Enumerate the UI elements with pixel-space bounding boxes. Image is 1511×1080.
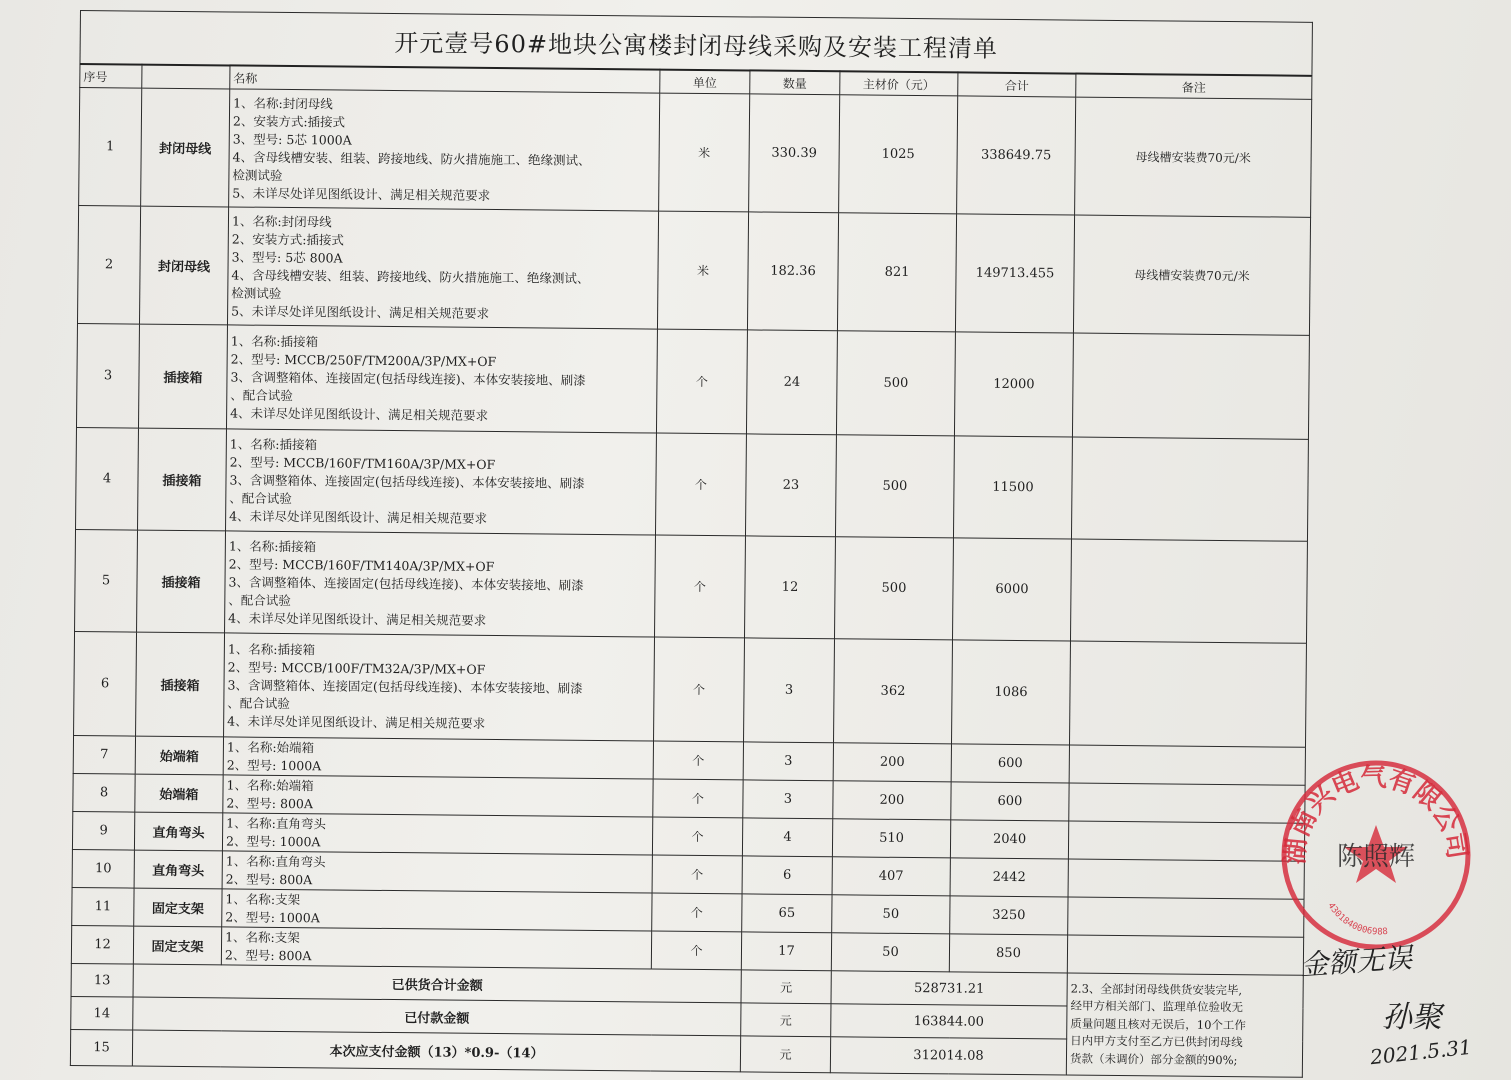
seal-signature: 陈照辉: [1336, 842, 1416, 872]
description-line: 3、型号: 5芯 800A: [231, 248, 343, 266]
row-seq: 7: [73, 735, 135, 774]
row-item-name: 始端箱: [135, 736, 223, 775]
row-quantity: 17: [741, 932, 831, 971]
description-line: 2、安装方式:插接式: [231, 230, 345, 248]
summary-amount: 163844.00: [831, 1004, 1067, 1039]
description-line: 4、未详尽处详见图纸设计、满足相关规范要求: [228, 609, 487, 628]
item-rows: [71, 88, 1311, 976]
description-line: 、配合试验: [227, 694, 290, 711]
description-line: 、配合试验: [229, 489, 292, 506]
header-remark: 备注: [1076, 74, 1312, 100]
description-line: 1、名称:插接箱: [229, 435, 318, 452]
row-unit-price: 362: [834, 639, 953, 744]
description-line: 1、名称:始端箱: [226, 776, 314, 793]
row-item-name: 固定支架: [133, 926, 221, 965]
row-seq: 10: [72, 849, 134, 888]
summary-remark-line: 经甲方相关部门、监理单位验收无: [1070, 998, 1244, 1015]
row-description: [229, 89, 660, 211]
row-unit: 个: [652, 855, 742, 894]
row-unit-price: 1025: [839, 95, 958, 214]
row-remark: [1067, 935, 1303, 975]
row-description: [221, 927, 651, 969]
row-item-name: 封闭母线: [141, 88, 230, 207]
row-description: [226, 325, 657, 433]
row-description: [222, 889, 652, 931]
row-unit-price: 407: [832, 857, 950, 896]
row-remark: [1071, 437, 1308, 541]
row-item-name: 直角弯头: [134, 812, 222, 851]
seal-code-text: 4301840006988: [1325, 901, 1389, 938]
row-seq: 4: [76, 427, 139, 530]
description-line: 3、型号: 5芯 1000A: [232, 130, 352, 148]
row-description: [224, 633, 655, 741]
summary-remark-line: 质量问题且核对无误后，10个工作: [1070, 1016, 1247, 1032]
row-remark: [1069, 783, 1305, 823]
summary-label: 已供货合计金额: [133, 964, 741, 1003]
summary-amount: 528731.21: [831, 971, 1067, 1006]
row-total: 1086: [951, 640, 1070, 745]
row-description: [222, 851, 652, 893]
row-remark: [1068, 859, 1304, 899]
description-line: 4、含母线槽安装、组装、跨接地线、防火措施施工、绝缘测试、: [232, 148, 591, 168]
row-unit-price: 821: [837, 213, 956, 332]
description-line: 1、名称:始端箱: [226, 738, 315, 755]
row-total: 850: [949, 934, 1067, 973]
description-line: 2、型号: 1000A: [226, 756, 322, 773]
row-remark: [1068, 821, 1304, 861]
row-item-name: 固定支架: [134, 888, 222, 927]
description-line: 1、名称:插接箱: [228, 537, 317, 554]
header-item: [142, 65, 230, 89]
row-description: [225, 531, 656, 637]
table-row: [76, 427, 1309, 541]
row-total: 2442: [950, 858, 1068, 897]
summary-seq: 15: [70, 1029, 132, 1066]
description-line: 5、未详尽处详见图纸设计、满足相关规范要求: [231, 302, 490, 321]
description-line: 3、含调整箱体、连接固定(包括母线连接)、本体安装接地、刷漆: [227, 676, 583, 696]
description-line: 2、型号: MCCB/160F/TM140A/3P/MX+OF: [228, 555, 495, 574]
description-line: 、配合试验: [230, 386, 293, 403]
row-remark: [1069, 641, 1306, 747]
row-total: 149713.455: [955, 214, 1074, 333]
row-unit-price: 500: [836, 331, 955, 436]
summary-remark-line: 货款（未调价）部分金额的90%;: [1069, 1051, 1238, 1067]
summary-remark-line: 2.3、全部封闭母线供货安装完毕,: [1070, 981, 1243, 997]
table-row: [75, 529, 1308, 643]
row-remark: 母线槽安装费70元/米: [1075, 97, 1312, 217]
summary-remark-line: 日内甲方支付至乙方已供封闭母线: [1070, 1033, 1243, 1050]
row-quantity: 12: [745, 536, 836, 639]
summary-label: 本次应支付金额（13）*0.9-（14）: [132, 1030, 740, 1072]
row-unit: 米: [659, 93, 750, 212]
row-item-name: 封闭母线: [139, 206, 228, 325]
description-line: 2、型号: 800A: [224, 946, 312, 963]
row-item-name: 始端箱: [135, 774, 223, 813]
row-seq: 3: [76, 323, 139, 428]
header-qty: 数量: [750, 70, 840, 94]
row-quantity: 182.36: [747, 212, 838, 331]
page-title: 开元壹号60#地块公寓楼封闭母线采购及安装工程清单: [80, 11, 1312, 76]
description-line: 3、含调整箱体、连接固定(包括母线连接)、本体安装接地、刷漆: [230, 368, 586, 388]
summary-unit: 元: [740, 1036, 830, 1073]
description-line: 2、型号: MCCB/160F/TM160A/3P/MX+OF: [229, 453, 496, 472]
description-line: 1、名称:直角弯头: [226, 814, 326, 831]
description-line: 检测试验: [231, 284, 282, 301]
summary-amount: 312014.08: [830, 1037, 1066, 1075]
summary-seq: 13: [71, 963, 133, 997]
row-remark: [1072, 333, 1309, 439]
summary-unit: 元: [741, 1003, 831, 1037]
row-description: [222, 813, 652, 855]
row-quantity: 6: [742, 856, 832, 895]
row-seq: 12: [71, 925, 133, 964]
description-line: 2、型号: 1000A: [225, 832, 321, 849]
description-line: 1、名称:封闭母线: [231, 212, 332, 229]
bill-table: [70, 10, 1313, 1078]
description-line: 3、含调整箱体、连接固定(包括母线连接)、本体安装接地、刷漆: [229, 471, 585, 491]
row-seq: 9: [72, 811, 134, 850]
table-row: [79, 88, 1312, 218]
row-unit-price: 510: [832, 819, 950, 858]
description-line: 3、含调整箱体、连接固定(包括母线连接)、本体安装接地、刷漆: [228, 573, 584, 593]
row-unit: 个: [655, 535, 746, 638]
row-remark: [1070, 539, 1307, 643]
description-line: 2、型号: 800A: [225, 870, 313, 887]
summary-unit: 元: [741, 970, 831, 1004]
header-unit: 单位: [660, 70, 750, 94]
description-line: 2、型号: MCCB/100F/TM32A/3P/MX+OF: [227, 658, 486, 677]
row-unit: 个: [651, 931, 741, 970]
row-seq: 2: [77, 205, 140, 324]
row-unit: 个: [656, 329, 747, 434]
row-quantity: 4: [742, 818, 832, 857]
table-row: [77, 205, 1310, 335]
row-unit-price: 200: [833, 781, 951, 820]
row-total: 3250: [950, 896, 1068, 935]
row-description: [226, 429, 657, 535]
row-description: [223, 775, 653, 817]
row-seq: 5: [75, 529, 138, 632]
description-line: 检测试验: [232, 166, 283, 183]
row-item-name: 插接箱: [136, 632, 225, 737]
row-unit-price: 500: [835, 435, 954, 538]
handwritten-note-amount-correct: 金额无误: [1299, 941, 1414, 982]
description-line: 4、未详尽处详见图纸设计、满足相关规范要求: [227, 712, 486, 731]
table-row: [76, 323, 1309, 439]
description-line: 1、名称:插接箱: [230, 332, 319, 349]
header-total: 合计: [958, 72, 1076, 97]
header-name: 名称: [230, 65, 660, 93]
row-item-name: 插接箱: [138, 428, 227, 531]
row-unit: 个: [654, 637, 745, 742]
row-seq: 1: [79, 88, 142, 207]
description-line: 5、未详尽处详见图纸设计、满足相关规范要求: [232, 184, 491, 203]
row-quantity: 65: [742, 894, 832, 933]
table-row: [74, 631, 1307, 747]
row-remark: 母线槽安装费70元/米: [1073, 215, 1310, 335]
description-line: 1、名称:直角弯头: [225, 852, 326, 869]
summary-remark: [1066, 973, 1303, 1077]
header-seq: 序号: [80, 64, 142, 88]
row-quantity: 24: [746, 330, 837, 435]
row-description: [227, 207, 658, 329]
row-unit: 个: [653, 741, 743, 780]
row-seq: 6: [74, 631, 137, 736]
description-line: 4、含母线槽安装、组装、跨接地线、防火措施施工、绝缘测试、: [231, 266, 590, 286]
row-item-name: 插接箱: [137, 530, 226, 633]
row-total: 12000: [954, 332, 1073, 437]
row-total: 2040: [950, 820, 1068, 859]
description-line: 2、安装方式:插接式: [232, 112, 346, 130]
row-total: 600: [951, 782, 1069, 821]
bill-of-quantities-sheet: [70, 10, 1312, 1067]
description-line: 2、型号: MCCB/250F/TM200A/3P/MX+OF: [230, 350, 497, 369]
row-remark: [1069, 745, 1305, 785]
row-description: [223, 737, 653, 779]
description-line: 1、名称:支架: [225, 928, 300, 945]
row-total: 11500: [953, 436, 1072, 539]
row-quantity: 330.39: [749, 94, 840, 213]
row-total: 338649.75: [957, 96, 1076, 215]
row-unit: 个: [653, 779, 743, 818]
description-line: 1、名称:封闭母线: [233, 94, 333, 111]
description-line: 1、名称:插接箱: [227, 640, 316, 657]
handwritten-date: 2021.5.31: [1369, 1034, 1473, 1070]
row-unit: 米: [657, 211, 748, 330]
row-unit-price: 500: [834, 537, 953, 640]
row-quantity: 23: [745, 434, 836, 537]
row-unit-price: 50: [831, 933, 949, 972]
row-quantity: 3: [744, 638, 835, 743]
row-unit-price: 200: [833, 743, 951, 782]
row-unit: 个: [655, 433, 746, 536]
description-line: 4、未详尽处详见图纸设计、满足相关规范要求: [229, 507, 488, 526]
row-unit: 个: [652, 817, 742, 856]
row-seq: 11: [72, 887, 134, 926]
description-line: 2、型号: 1000A: [225, 908, 320, 925]
row-unit: 个: [652, 893, 742, 932]
description-line: 2、型号: 800A: [226, 794, 313, 811]
row-unit-price: 50: [832, 895, 950, 934]
seal-company-text: 湖南兴电气有限公司: [1280, 762, 1472, 866]
summary-label: 已付款金额: [133, 997, 741, 1036]
description-line: 、配合试验: [228, 591, 291, 608]
row-quantity: 3: [743, 780, 833, 819]
header-price: 主材价（元）: [840, 71, 958, 96]
row-total: 6000: [952, 538, 1071, 641]
row-seq: 8: [73, 773, 135, 812]
row-item-name: 直角弯头: [134, 850, 222, 889]
description-line: 4、未详尽处详见图纸设计、满足相关规范要求: [230, 404, 489, 423]
description-line: 1、名称:支架: [225, 890, 301, 907]
row-total: 600: [951, 744, 1069, 783]
row-remark: [1068, 897, 1304, 937]
company-seal-stamp: [1276, 755, 1476, 955]
row-quantity: 3: [743, 742, 833, 781]
handwritten-signature: 孙聚: [1382, 1000, 1442, 1035]
row-item-name: 插接箱: [138, 324, 227, 429]
summary-seq: 14: [71, 996, 133, 1030]
